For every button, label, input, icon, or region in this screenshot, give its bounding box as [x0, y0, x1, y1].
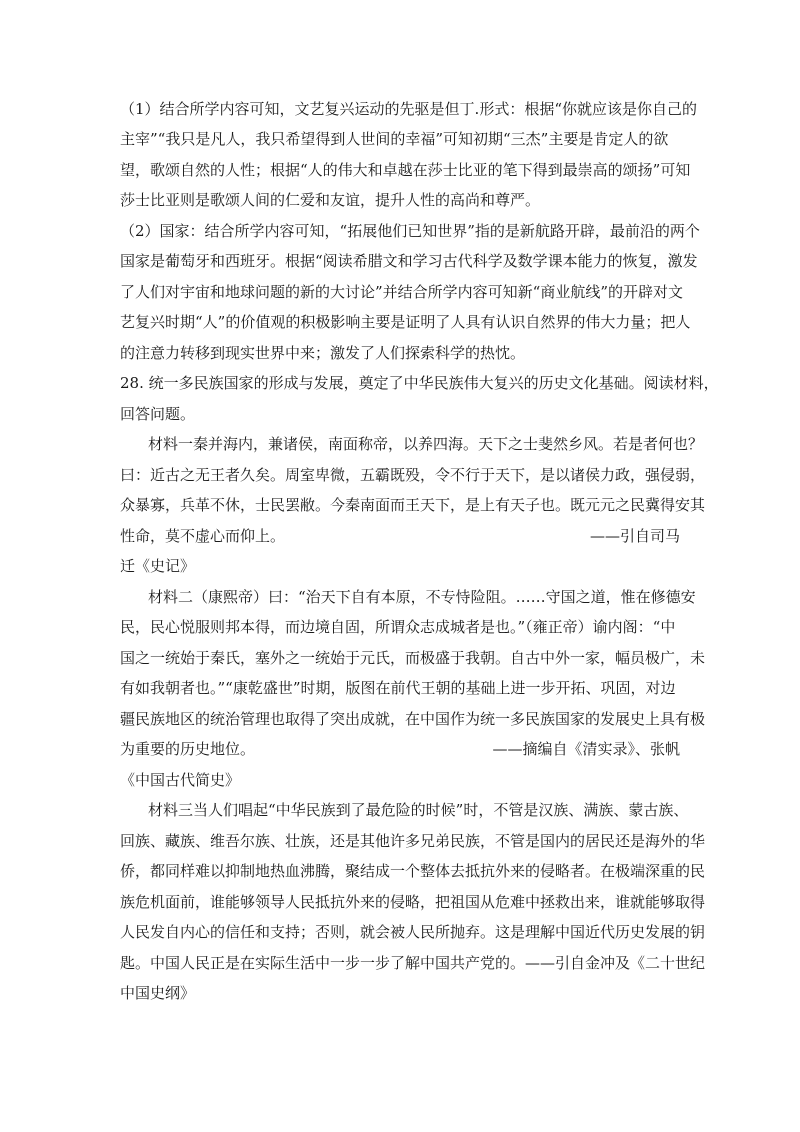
- material-2-line: 材料二（康熙帝）曰：“治天下自有本原，不专恃险阻。……守国之道，惟在修德安: [148, 588, 696, 606]
- material-3-line: 中国史纲》: [120, 984, 196, 1002]
- material-2-source-cont: 《中国古代简史》: [120, 771, 241, 789]
- material-3-line: 族危机面前，谁能够领导人民抵抗外来的侵略，把祖国从危难中拯救出来，谁就能够取得: [120, 893, 706, 911]
- material-1-line: 材料一秦并海内，兼诸侯，南面称帝，以养四海。天下之士斐然乡风。若是者何也？: [148, 435, 704, 453]
- material-1-line: 曰：近古之无王者久矣。周室卑微，五霸既殁，令不行于天下，是以诸侯力政，强侵弱，: [120, 466, 706, 484]
- answer-1-line: 莎士比亚则是歌颂人间的仁爱和友谊，提升人性的高尚和尊严。: [120, 191, 541, 209]
- answer-2-line: （2）国家：结合所学内容可知，“拓展他们已知世界”指的是新航路开辟，最前沿的两个: [120, 222, 700, 240]
- material-2-line: 有如我朝者也。”“康乾盛世”时期，版图在前代王朝的基础上进一步开拓、巩固，对边: [120, 679, 676, 697]
- material-3-line: 匙。中国人民正是在实际生活中一步一步了解中国共产党的。——引自金冲及《二十世纪: [120, 954, 706, 972]
- material-1-line: 性命，莫不虚心而仰上。: [120, 527, 286, 545]
- answer-2-line: 的注意力转移到现实世界中来；激发了人们探索科学的热忱。: [120, 344, 526, 362]
- answer-2-line: 了人们对宇宙和地球问题的新的大讨论”并结合所学内容可知新“商业航线”的开辟对文: [120, 283, 684, 301]
- material-3-line: 侨，都同样难以抑制地热血沸腾，聚结成一个整体去抵抗外来的侵略者。在极端深重的民: [120, 862, 706, 880]
- material-1-line: 众暴寡，兵革不休，士民罢敝。今秦南面而王天下，是上有天子也。既元元之民冀得安其: [120, 496, 706, 514]
- question-28-line: 28. 统一多民族国家的形成与发展，奠定了中华民族伟大复兴的历史文化基础。阅读材料，: [120, 374, 719, 392]
- answer-2-line: 国家是葡萄牙和西班牙。根据“阅读希腊文和学习古代科学及数学课本能力的恢复，激发: [120, 252, 698, 270]
- material-1-source-cont: 迁《史记》: [120, 557, 196, 575]
- material-2-line: 为重要的历史地位。: [120, 740, 256, 758]
- answer-1-line: 主宰”“我只是凡人，我只希望得到人世间的幸福”可知初期“三杰”主要是肯定人的欲: [120, 130, 669, 148]
- material-3-line: 回族、藏族、维吾尔族、壮族，还是其他许多兄弟民族，不管是国内的居民还是海外的华: [120, 832, 706, 850]
- material-3-line: 人民发自内心的信任和支持；否则，就会被人民所抛弃。这是理解中国近代历史发展的钥: [120, 923, 706, 941]
- material-2-line: 疆民族地区的统治管理也取得了突出成就，在中国作为统一多民族国家的发展史上具有极: [120, 710, 706, 728]
- answer-2-line: 艺复兴时期“人”的价值观的积极影响主要是证明了人具有认识自然界的伟大力量；把人: [120, 313, 691, 331]
- answer-1-line: 望，歌颂自然的人性；根据“人的伟大和卓越在莎士比亚的笔下得到最崇高的颂扬”可知: [120, 161, 691, 179]
- question-28-line: 回答问题。: [120, 405, 196, 423]
- material-2-source: ——摘编自《清实录》、张帆: [492, 740, 680, 758]
- material-3-line: 材料三当人们唱起“中华民族到了最危险的时候”时，不管是汉族、满族、蒙古族、: [148, 801, 689, 819]
- material-2-line: 民，民心悦服则邦本得，而边境自固，所谓众志成城者是也。”（雍正帝）谕内阁：“中: [120, 618, 676, 636]
- answer-1-line: （1）结合所学内容可知，文艺复兴运动的先驱是但丁.形式：根据“你就应该是你自己的: [120, 100, 697, 118]
- material-2-line: 国之一统始于秦氏，塞外之一统始于元氏，而极盛于我朝。自古中外一家，幅员极广，未: [120, 649, 706, 667]
- material-1-source: ——引自司马: [590, 527, 681, 545]
